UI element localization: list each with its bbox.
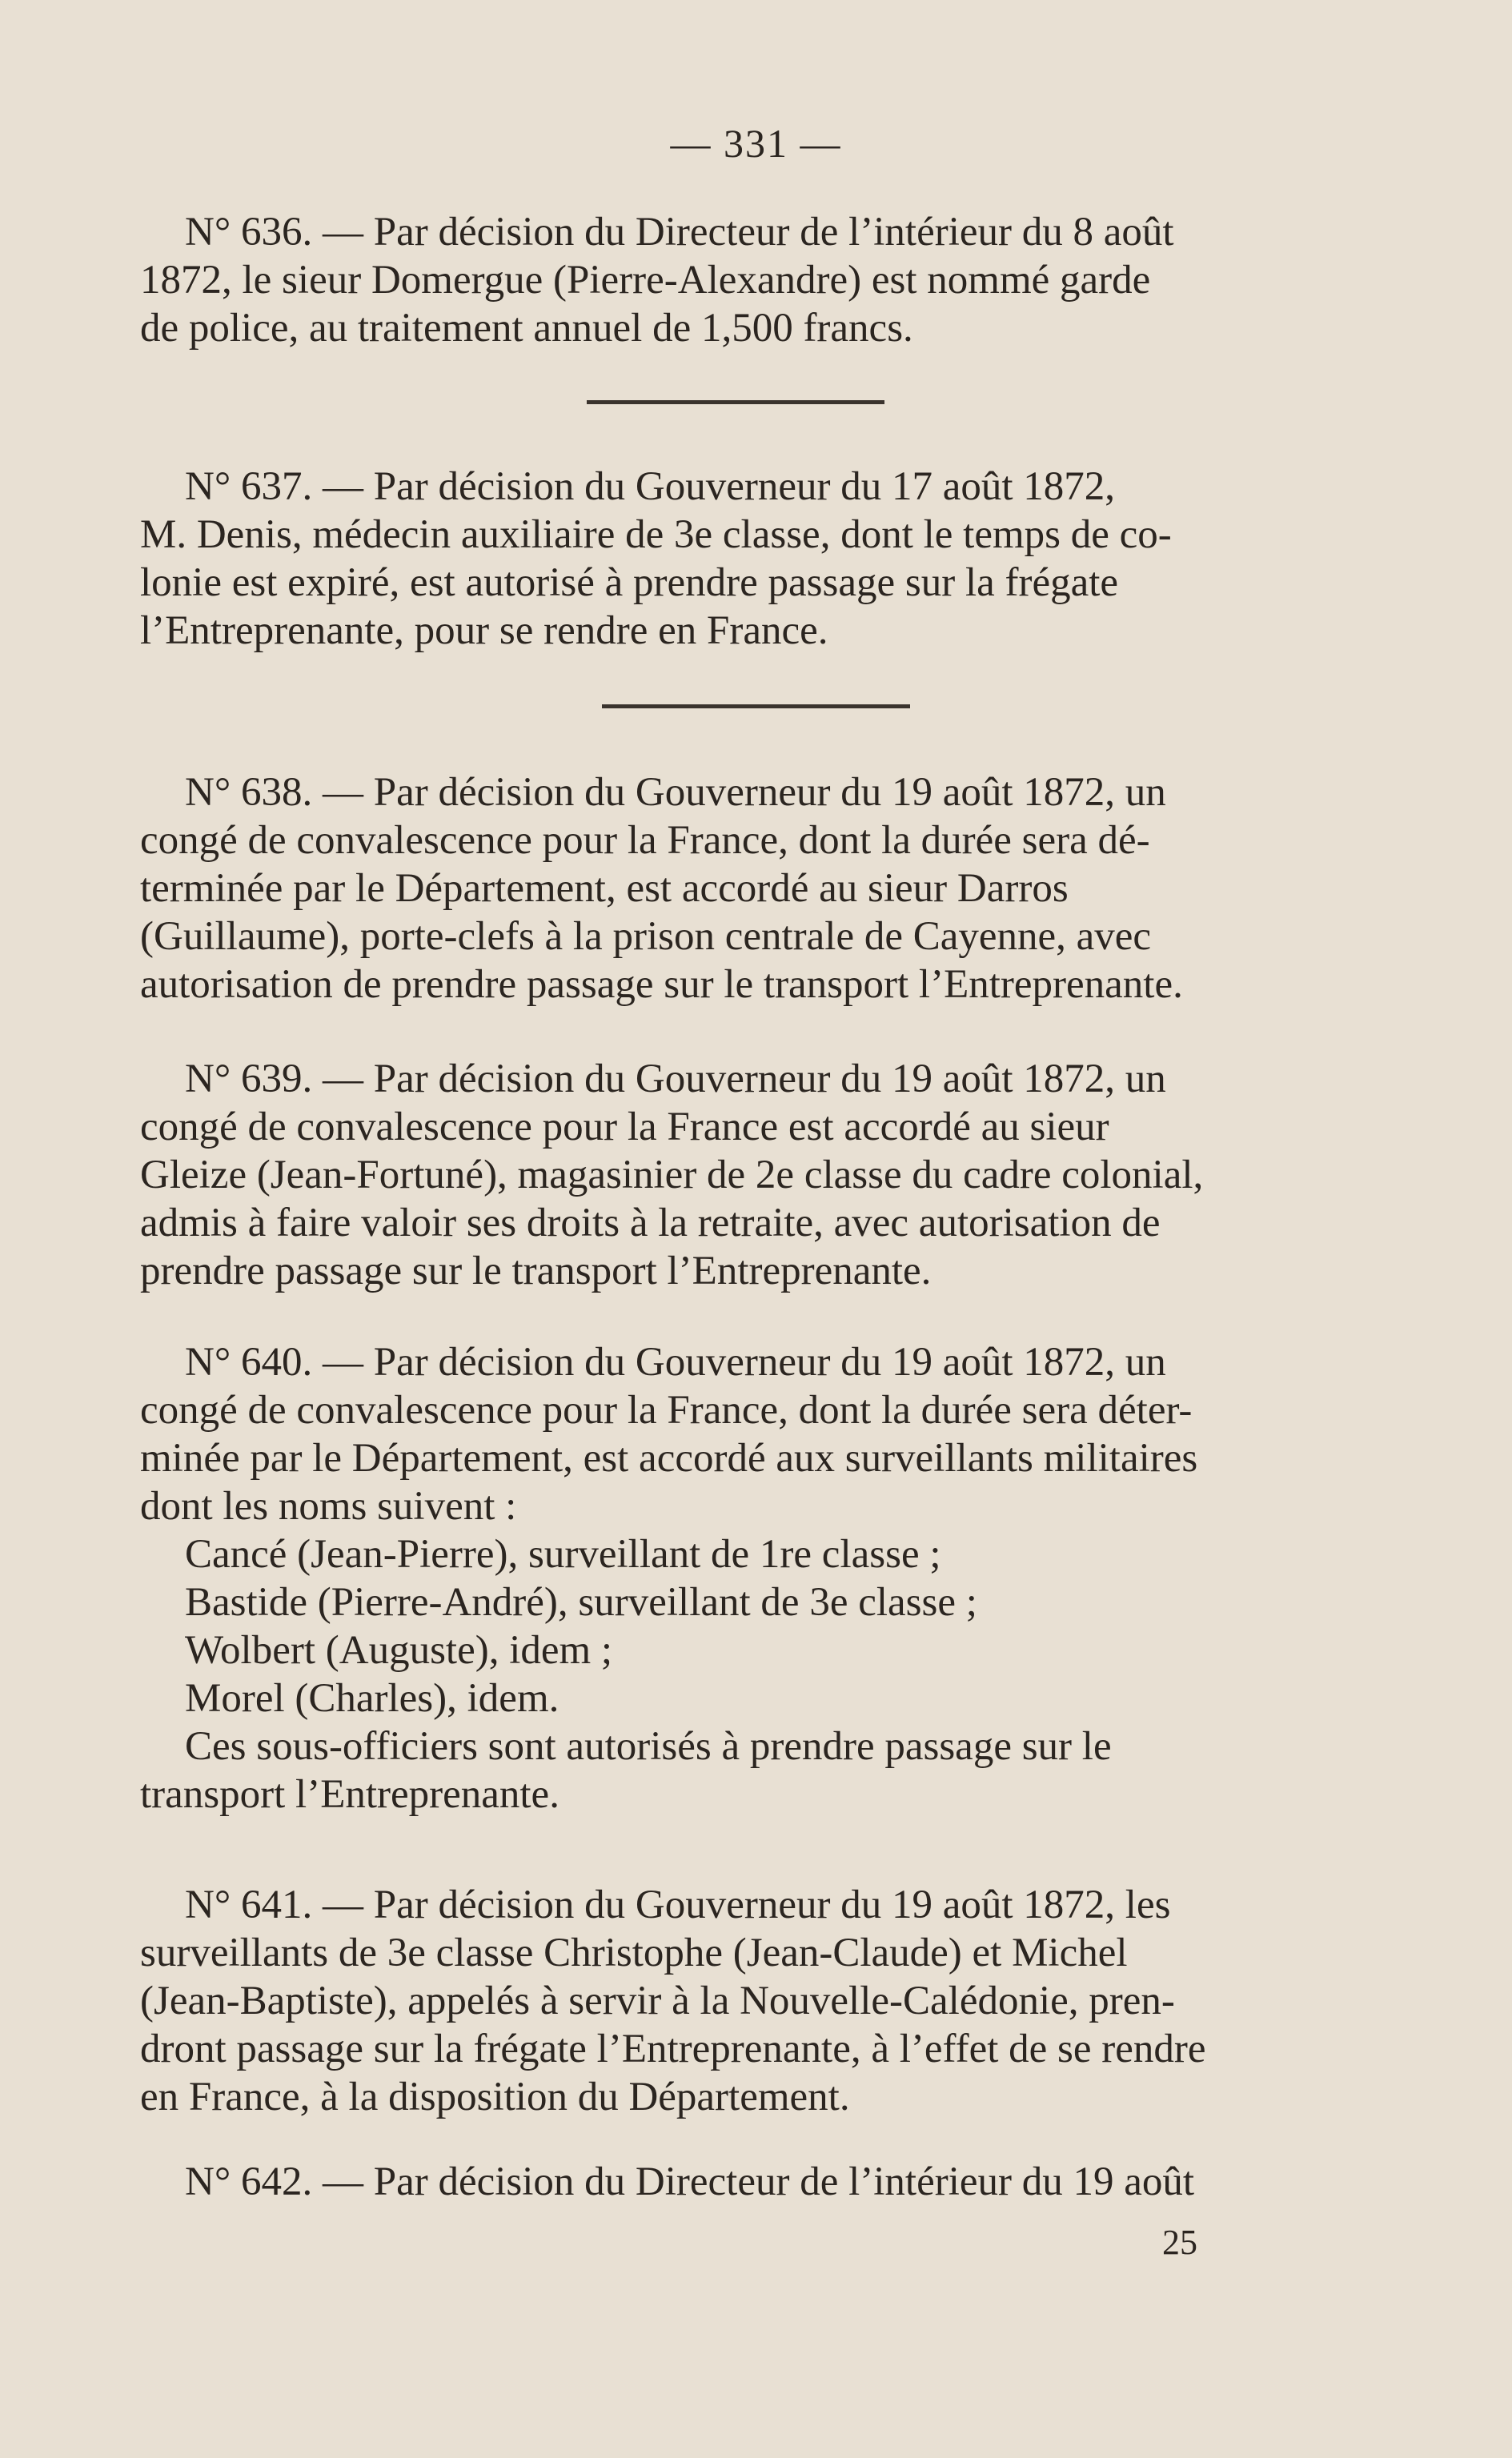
separator-rule <box>602 704 910 708</box>
text-line: (Jean-Baptiste), appelés à servir à la Nouvelle-Calédonie, pren- <box>140 1979 1175 2023</box>
list-item: Cancé (Jean-Pierre), surveillant de 1re classe ; <box>185 1532 941 1577</box>
decision-640 <box>140 1338 1353 1530</box>
text-line: surveillants de 3e classe Christophe (Jean-Claude) et Michel <box>140 1931 1128 1975</box>
text-line: N° 638. — Par décision du Gouverneur du 19 août 1872, un <box>185 770 1166 815</box>
decision-638 <box>140 768 1353 1008</box>
text-line: dont les noms suivent : <box>140 1484 517 1529</box>
text-line: N° 640. — Par décision du Gouverneur du 19 août 1872, un <box>185 1340 1166 1385</box>
decision-637 <box>140 463 1353 655</box>
page-number-header: — 331 — <box>670 121 842 166</box>
text-line: de police, au traitement annuel de 1,500 francs. <box>140 306 913 351</box>
text-line: Ces sous-officiers sont autorisés à prendre passage sur le <box>185 1724 1112 1769</box>
text-line: terminée par le Département, est accordé au sieur Darros <box>140 866 1069 911</box>
text-line: (Guillaume), porte-clefs à la prison centrale de Cayenne, avec <box>140 914 1152 959</box>
text-line: congé de convalescence pour la France est accordé au sieur <box>140 1105 1109 1149</box>
list-item: Bastide (Pierre-André), surveillant de 3e classe ; <box>185 1580 977 1625</box>
text-line: congé de convalescence pour la France, dont la durée sera déter- <box>140 1388 1193 1433</box>
text-line: lonie est expiré, est autorisé à prendre passage sur la frégate <box>140 560 1119 605</box>
text-line: M. Denis, médecin auxiliaire de 3e classe, dont le temps de co- <box>140 512 1172 557</box>
text-line: 1872, le sieur Domergue (Pierre-Alexandre) est nommé garde <box>140 258 1151 303</box>
text-line: N° 639. — Par décision du Gouverneur du 19 août 1872, un <box>185 1057 1166 1101</box>
text-line: minée par le Département, est accordé aux surveillants militaires <box>140 1436 1198 1481</box>
decision-641 <box>140 1881 1353 2121</box>
text-line: en France, à la disposition du Département. <box>140 2075 850 2119</box>
text-line: N° 641. — Par décision du Gouverneur du 19 août 1872, les <box>185 1883 1171 1927</box>
text-line: transport l’Entreprenante. <box>140 1772 559 1817</box>
text-line: admis à faire valoir ses droits à la retraite, avec autorisation de <box>140 1201 1161 1245</box>
text-line: prendre passage sur le transport l’Entreprenante. <box>140 1249 932 1293</box>
signature-mark: 25 <box>1162 2223 1197 2262</box>
text-line: N° 642. — Par décision du Directeur de l’intérieur du 19 août <box>185 2159 1195 2204</box>
separator-rule <box>587 400 884 404</box>
text-line: autorisation de prendre passage sur le transport l’Entreprenante. <box>140 962 1183 1007</box>
text-line: N° 636. — Par décision du Directeur de l’intérieur du 8 août <box>185 210 1174 255</box>
decision-639 <box>140 1055 1353 1295</box>
text-line: congé de convalescence pour la France, dont la durée sera dé- <box>140 818 1150 863</box>
text-line: N° 637. — Par décision du Gouverneur du 17 août 1872, <box>185 464 1116 509</box>
list-item: Morel (Charles), idem. <box>185 1676 559 1721</box>
text-line: Gleize (Jean-Fortuné), magasinier de 2e classe du cadre colonial, <box>140 1153 1204 1197</box>
text-line: l’Entreprenante, pour se rendre en France. <box>140 608 828 653</box>
decision-642 <box>140 2158 1353 2206</box>
list-item: Wolbert (Auguste), idem ; <box>185 1628 613 1673</box>
decision-640-end <box>140 1722 1353 1818</box>
decision-640-list <box>140 1530 1353 1722</box>
text-line: dront passage sur la frégate l’Entreprenante, à l’effet de se rendre <box>140 2027 1206 2071</box>
decision-636 <box>140 208 1353 352</box>
